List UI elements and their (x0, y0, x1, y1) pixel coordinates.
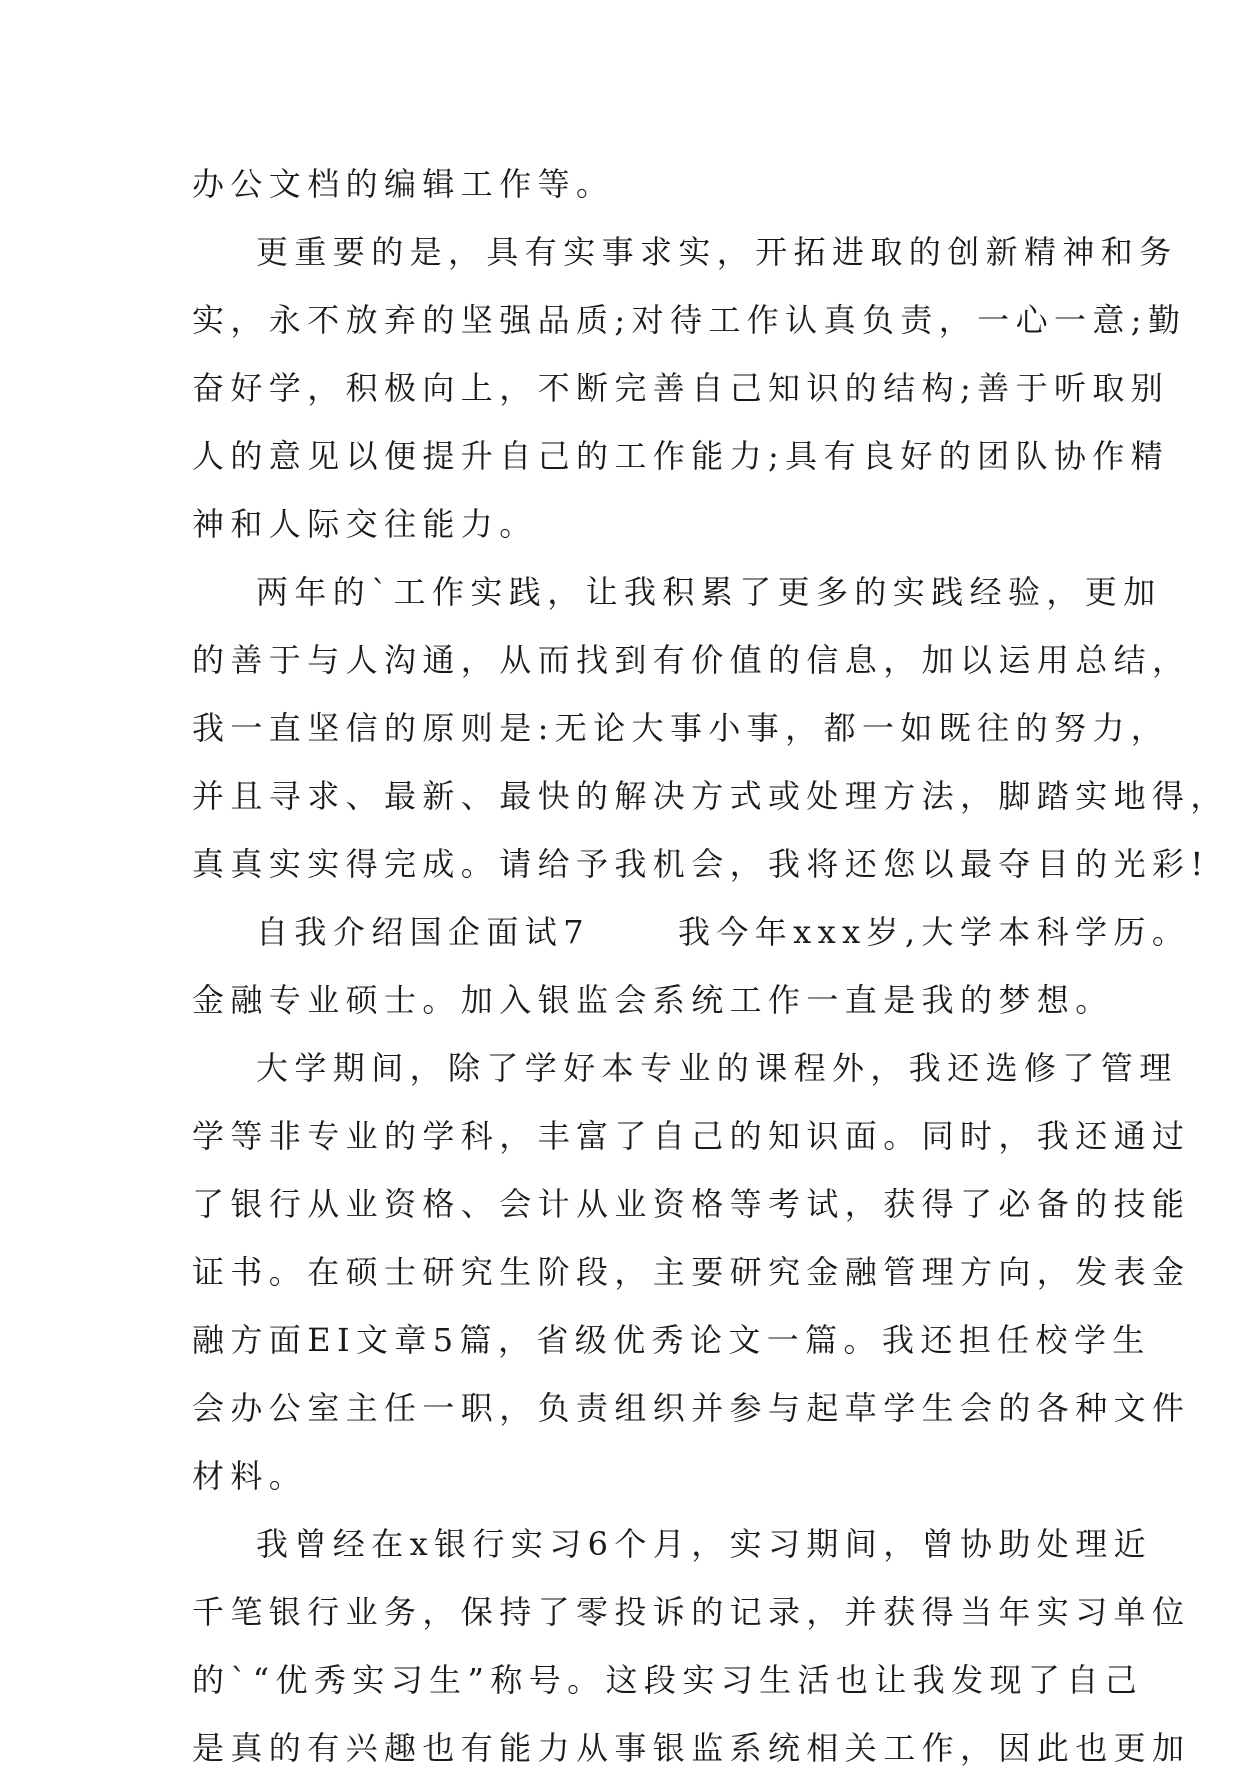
text-line: 学等非专业的学科，丰富了自己的知识面。同时，我还通过 (192, 1117, 1191, 1155)
text-line: 奋好学，积极向上，不断完善自己知识的结构;善于听取别 (192, 369, 1170, 407)
text-line: 融方面EI文章5篇，省级优秀论文一篇。我还担任校学生 (192, 1321, 1151, 1359)
text-line: 证书。在硕士研究生阶段，主要研究金融管理方向，发表金 (192, 1253, 1191, 1291)
document-body (192, 150, 1229, 1782)
text-line: 更重要的是，具有实事求实，开拓进取的创新精神和务 (256, 233, 1178, 271)
text-line: 真真实实得完成。请给予我机会，我将还您以最夺目的光彩! (192, 845, 1210, 883)
text-line: 实，永不放弃的坚强品质;对待工作认真负责，一心一意;勤 (192, 301, 1187, 339)
text-line: 人的意见以便提升自己的工作能力;具有良好的团队协作精 (192, 437, 1170, 475)
text-line: 材料。 (192, 1457, 308, 1495)
text-line: 并且寻求、最新、最快的解决方式或处理方法，脚踏实地得， (192, 777, 1229, 815)
text-line: 千笔银行业务，保持了零投诉的记录，并获得当年实习单位 (192, 1593, 1191, 1631)
section-intro: 我今年xxx岁,大学本科学历。 (677, 913, 1191, 951)
text-line: 金融专业硕士。加入银监会系统工作一直是我的梦想。 (192, 981, 1114, 1019)
text-line-heading (192, 898, 1191, 966)
section-title: 自我介绍国企面试7 (256, 913, 590, 951)
text-line: 两年的`工作实践，让我积累了更多的实践经验，更加 (256, 573, 1162, 611)
text-line: 办公文档的编辑工作等。 (192, 165, 615, 203)
text-line: 大学期间，除了学好本专业的课程外，我还选修了管理 (256, 1049, 1178, 1087)
text-line: 我一直坚信的原则是:无论大事小事，都一如既往的努力， (192, 709, 1170, 747)
text-line: 我曾经在x银行实习6个月，实习期间，曾协助处理近 (256, 1525, 1153, 1563)
text-line: 神和人际交往能力。 (192, 505, 538, 543)
text-line: 了银行从业资格、会计从业资格等考试，获得了必备的技能 (192, 1185, 1191, 1223)
text-line: 的`“优秀实习生”称号。这段实习生活也让我发现了自己 (192, 1661, 1144, 1699)
text-line: 会办公室主任一职，负责组织并参与起草学生会的各种文件 (192, 1389, 1191, 1427)
text-line: 的善于与人沟通，从而找到有价值的信息，加以运用总结， (192, 641, 1191, 679)
text-line: 是真的有兴趣也有能力从事银监系统相关工作，因此也更加 (192, 1729, 1191, 1767)
